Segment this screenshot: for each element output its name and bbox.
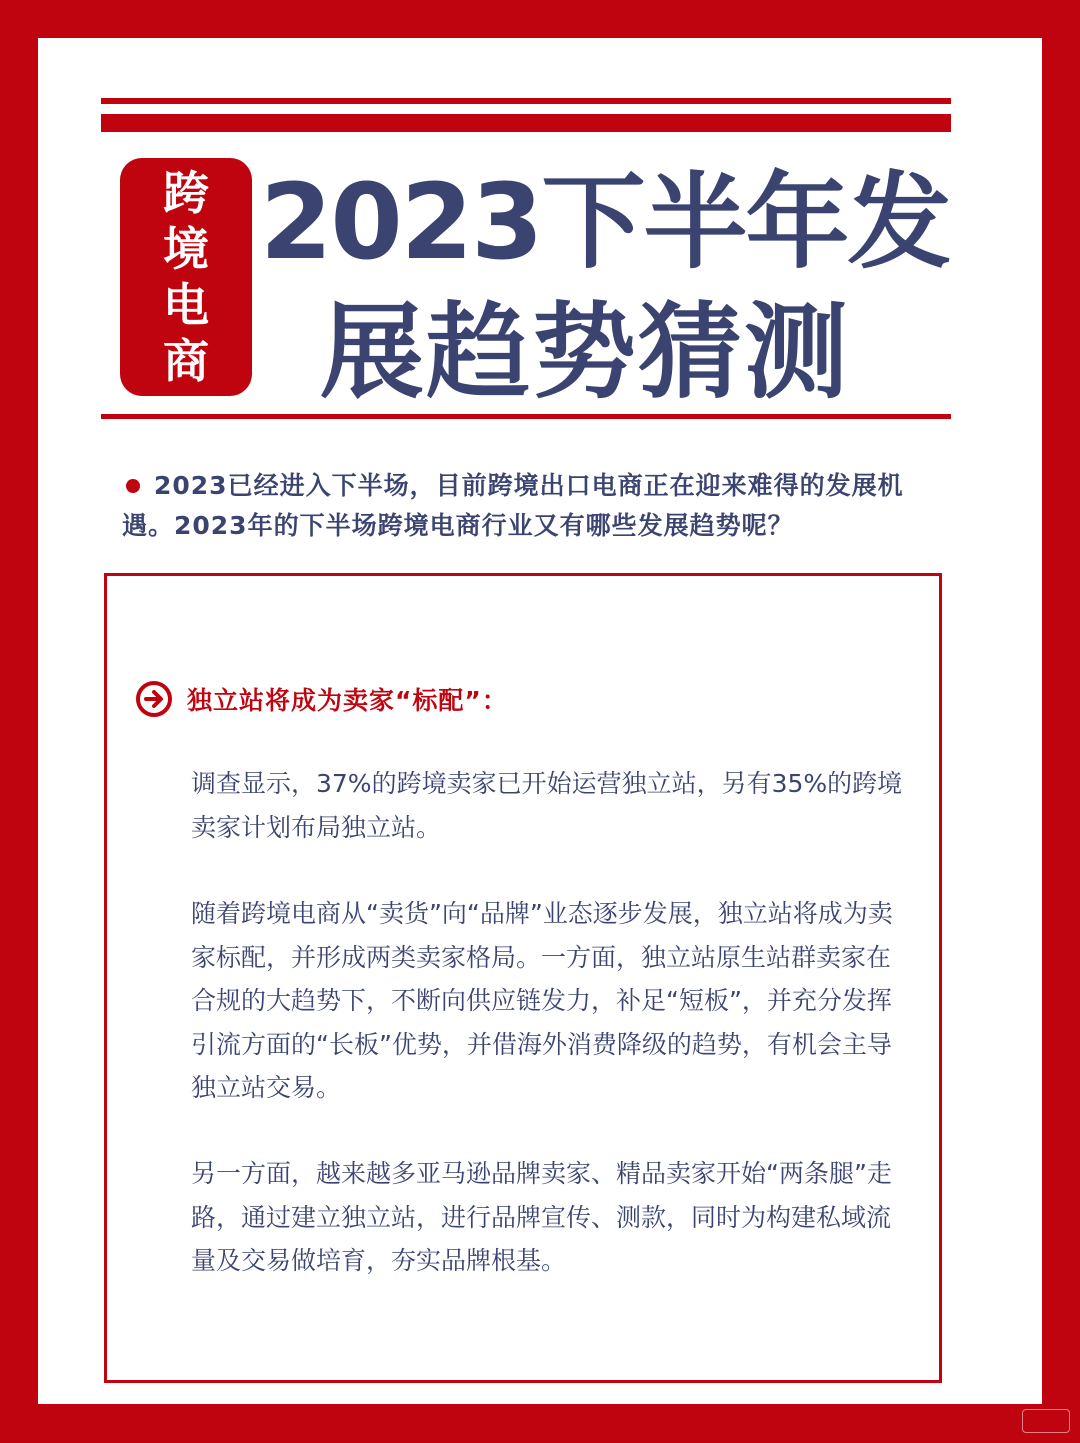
- category-tag: [120, 158, 252, 396]
- title-divider: [101, 414, 951, 419]
- top-rule-thick: [101, 114, 951, 132]
- tag-char: 电: [163, 278, 209, 332]
- page-title-line1: 2023下半年发: [260, 161, 950, 283]
- tag-char: 跨: [163, 166, 209, 220]
- watermark-logo: [1022, 1409, 1070, 1433]
- tag-char: 境: [163, 222, 209, 276]
- tag-char: 商: [163, 334, 209, 388]
- intro-text: 2023已经进入下半场，目前跨境出口电商正在迎来难得的发展机遇。2023年的下半场跨境电商行业又有哪些发展趋势呢？: [122, 471, 904, 540]
- section-heading: [135, 680, 508, 718]
- body-paragraph: 调查显示，37%的跨境卖家已开始运营独立站，另有35%的跨境卖家计划布局独立站。: [191, 769, 903, 842]
- section-title: 独立站将成为卖家“标配”：: [187, 686, 508, 715]
- content-box: [104, 573, 942, 1383]
- poster-sheet: [38, 38, 1042, 1404]
- page-title-line2: 展趋势猜测: [320, 291, 851, 413]
- intro-paragraph: [122, 466, 942, 546]
- arrow-right-circle-icon: [135, 680, 173, 718]
- top-rule-thin: [101, 98, 951, 104]
- bullet-dot-icon: [126, 479, 140, 493]
- body-paragraph: 另一方面，越来越多亚马逊品牌卖家、精品卖家开始“两条腿”走路，通过建立独立站，进行品牌宣传、测款，同时为构建私域流量及交易做培育，夯实品牌根基。: [191, 1159, 892, 1275]
- body-paragraph: 随着跨境电商从“卖货”向“品牌”业态逐步发展，独立站将成为卖家标配，并形成两类卖家格局。一方面，独立站原生站群卖家在合规的大趋势下，不断向供应链发力，补足“短板”，并充分发挥引流方面的“长板”优势，并借海外消费降级的趋势，有机会主导独立站交易。: [191, 899, 893, 1102]
